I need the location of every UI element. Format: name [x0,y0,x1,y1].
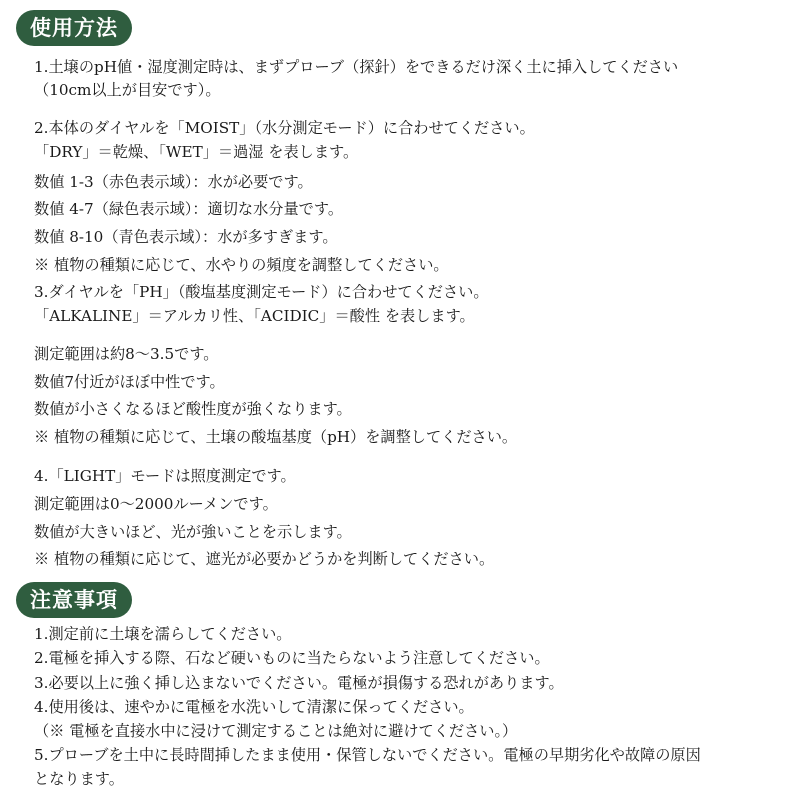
usage-line-17: 数値が大きいほど、光が強いことを示します。 [34,523,352,541]
usage-line-8: ※ 植物の種類に応じて、水やりの頻度を調整してください。 [34,256,449,274]
usage-line-10: 「ALKALINE」＝アルカリ性、「ACIDIC」＝酸性 を表します。 [34,307,475,325]
usage-line-1: 1.土壌のpH値・湿度測定時は、まずプローブ（探針）をできるだけ深く土に挿入してください [34,58,679,76]
usage-line-4: 「DRY」＝乾燥、「WET」＝過湿 を表します。 [34,143,359,161]
usage-line-5: 数値 1-3（赤色表示域）：水が必要です。 [34,173,313,191]
usage-line-9: 3.ダイヤルを「PH」（酸塩基度測定モード）に合わせてください。 [34,283,489,301]
caution-line-1: 1.測定前に土壌を濡らしてください。 [34,625,292,643]
usage-line-18: ※ 植物の種類に応じて、遮光が必要かどうかを判断してください。 [34,550,495,568]
usage-heading: 使用方法 [16,10,132,46]
caution-line-2: 2.電極を挿入する際、石など硬いものに当たらないよう注意してください。 [34,649,550,667]
usage-line-6: 数値 4-7（緑色表示域）：適切な水分量です。 [34,200,344,218]
caution-line-7: となります。 [34,770,124,788]
usage-line-3: 2.本体のダイヤルを「MOIST」（水分測定モード）に合わせてください。 [34,119,535,137]
usage-line-11: 測定範囲は約8～3.5です。 [34,345,219,363]
caution-line-6: 5.プローブを土中に長時間挿したまま使用・保管しないでください。電極の早期劣化や故障の原因 [34,746,701,764]
usage-line-7: 数値 8-10（青色表示域）：水が多すぎます。 [34,228,338,246]
caution-line-3: 3.必要以上に強く挿し込まないでください。電極が損傷する恐れがあります。 [34,674,564,692]
usage-line-12: 数値7付近がほぼ中性です。 [34,373,225,391]
usage-line-14: ※ 植物の種類に応じて、土壌の酸塩基度（pH）を調整してください。 [34,428,518,446]
caution-line-5: （※ 電極を直接水中に浸けて測定することは絶対に避けてください。） [34,722,518,740]
caution-line-4: 4.使用後は、速やかに電極を水洗いして清潔に保ってください。 [34,698,474,716]
usage-line-2: （10cm以上が目安です）。 [34,81,221,99]
usage-line-13: 数値が小さくなるほど酸性度が強くなります。 [34,400,352,418]
usage-line-16: 測定範囲は0～2000ルーメンです。 [34,495,278,513]
usage-line-15: 4.「LIGHT」モードは照度測定です。 [34,467,296,485]
caution-heading: 注意事項 [16,582,132,618]
